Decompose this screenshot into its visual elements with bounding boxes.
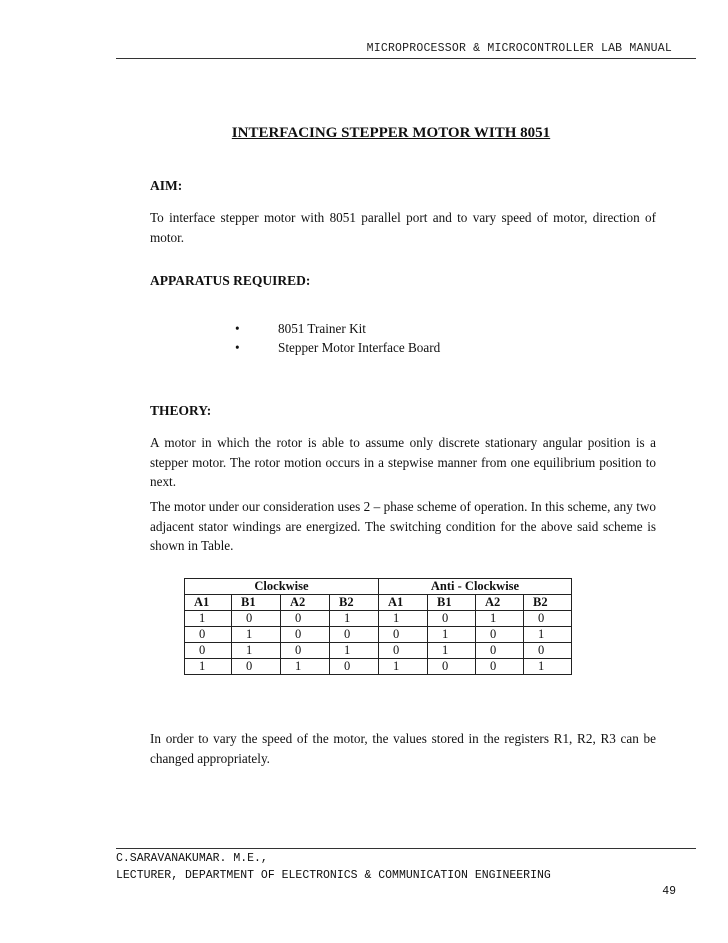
table-cell: 0 xyxy=(476,627,524,643)
table-cell: 1 xyxy=(330,611,379,627)
column-header: A1 xyxy=(185,595,232,611)
column-header: B2 xyxy=(524,595,572,611)
bullet-icon: • xyxy=(235,321,240,336)
switching-table xyxy=(184,578,572,675)
table-cell: 1 xyxy=(232,643,281,659)
apparatus-item: Stepper Motor Interface Board xyxy=(278,340,441,355)
table-cell: 0 xyxy=(330,659,379,675)
column-header: B2 xyxy=(330,595,379,611)
table-cell: 0 xyxy=(185,643,232,659)
table-group-row xyxy=(185,579,572,595)
theory-heading: THEORY: xyxy=(150,403,212,418)
table-row xyxy=(185,659,572,675)
table-cell: 1 xyxy=(428,643,476,659)
table-cell: 1 xyxy=(232,627,281,643)
table-cell: 0 xyxy=(330,627,379,643)
table-row xyxy=(185,643,572,659)
apparatus-heading: APPARATUS REQUIRED: xyxy=(150,273,311,288)
column-header: A2 xyxy=(476,595,524,611)
apparatus-item: 8051 Trainer Kit xyxy=(278,321,366,336)
column-header: A1 xyxy=(379,595,428,611)
table-cell: 0 xyxy=(379,627,428,643)
table-cell: 1 xyxy=(428,627,476,643)
table-cell: 0 xyxy=(232,611,281,627)
table-cell: 1 xyxy=(476,611,524,627)
table-cell: 1 xyxy=(185,611,232,627)
group-header-anticlockwise: Anti - Clockwise xyxy=(379,579,572,595)
aim-text: To interface stepper motor with 8051 parallel port and to vary speed of motor, direction of motor. xyxy=(150,210,656,245)
table-cell: 1 xyxy=(379,611,428,627)
footer-author: C.SARAVANAKUMAR. M.E., xyxy=(116,852,268,865)
bullet-icon: • xyxy=(235,340,240,355)
page-number: 49 xyxy=(662,885,676,898)
table-cell: 0 xyxy=(232,659,281,675)
table-cell: 0 xyxy=(524,643,572,659)
table-cell: 0 xyxy=(476,659,524,675)
closing-paragraph: In order to vary the speed of the motor, the values stored in the registers R1, R2, R3 can be changed appropriately. xyxy=(150,731,656,766)
table-cell: 0 xyxy=(428,659,476,675)
column-header: A2 xyxy=(281,595,330,611)
table-cell: 1 xyxy=(281,659,330,675)
table-cell: 0 xyxy=(379,643,428,659)
table-cell: 1 xyxy=(524,627,572,643)
footer-department: LECTURER, DEPARTMENT OF ELECTRONICS & COMMUNICATION ENGINEERING xyxy=(116,869,551,882)
table-row xyxy=(185,611,572,627)
group-header-clockwise: Clockwise xyxy=(185,579,379,595)
table-cell: 0 xyxy=(476,643,524,659)
table-cell: 0 xyxy=(428,611,476,627)
table-cell: 0 xyxy=(281,643,330,659)
table-row xyxy=(185,627,572,643)
theory-paragraph-1: A motor in which the rotor is able to assume only discrete stationary angular position is a stepper motor. The rotor motion occurs in a stepwise manner from one equilibrium position to next. xyxy=(150,435,656,490)
table-cell: 0 xyxy=(185,627,232,643)
column-header: B1 xyxy=(232,595,281,611)
table-cell: 0 xyxy=(524,611,572,627)
table-cell: 1 xyxy=(185,659,232,675)
footer-rule xyxy=(116,848,696,849)
document-title: INTERFACING STEPPER MOTOR WITH 8051 xyxy=(231,125,551,141)
running-header: MICROPROCESSOR & MICROCONTROLLER LAB MANUAL xyxy=(366,42,672,55)
table-cell: 0 xyxy=(281,627,330,643)
header-rule xyxy=(116,58,696,59)
table-cell: 1 xyxy=(524,659,572,675)
table-cell: 1 xyxy=(330,643,379,659)
table-cell: 1 xyxy=(379,659,428,675)
column-header: B1 xyxy=(428,595,476,611)
theory-paragraph-2: The motor under our consideration uses 2 – phase scheme of operation. In this scheme, any two adjacent stator windings are energized. The switching condition for the above said scheme is shown in Table. xyxy=(150,499,656,554)
table-header-row xyxy=(185,595,572,611)
aim-heading: AIM: xyxy=(150,178,183,193)
table-cell: 0 xyxy=(281,611,330,627)
